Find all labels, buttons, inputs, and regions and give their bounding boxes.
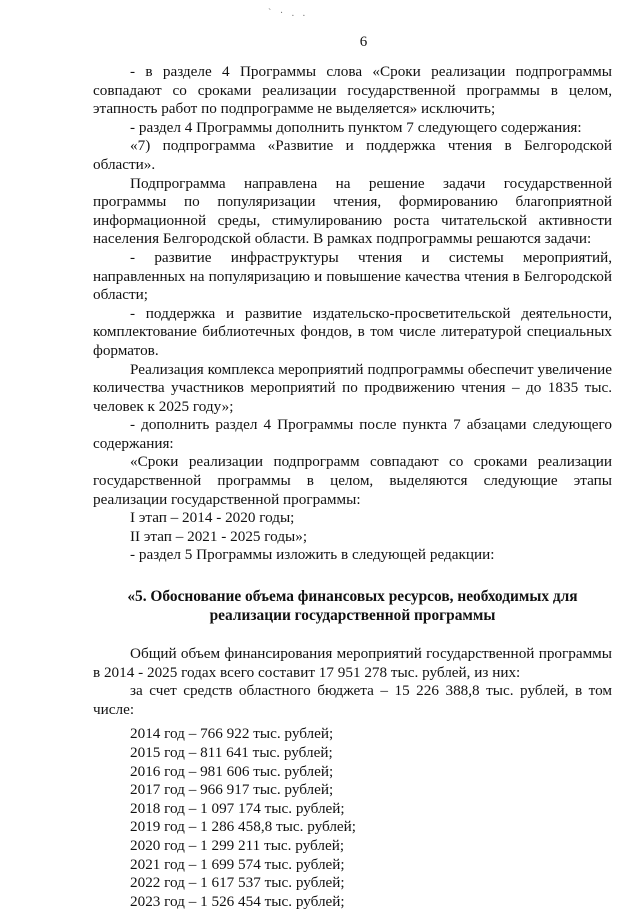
paragraph: Реализация комплекса мероприятий подпрограммы обеспечит увеличение количества участников мероприятий по продвижению чтения – до 1835 тыс. человек к 2025 году»; — [93, 360, 612, 415]
paragraph: Подпрограмма направлена на решение задачи государственной программы по популяризации чтения, формированию благоприятной информационной среды, стимулированию роста читательской активности населения Белгородской области. В рамках подпрограммы решаются задачи: — [93, 174, 612, 248]
list-item: 2022 год – 1 617 537 тыс. рублей; — [130, 874, 345, 892]
paragraph: - раздел 5 Программы изложить в следующей редакции: — [130, 546, 495, 564]
paragraph: за счет средств областного бюджета – 15 226 388,8 тыс. рублей, в том числе: — [93, 682, 612, 718]
paragraph: - поддержка и развитие издательско-просветительской деятельности, комплектование библиотечных фондов, в том числе литературой специальных форматов. — [93, 304, 612, 359]
paragraph: I этап – 2014 - 2020 годы; — [130, 509, 295, 527]
section-heading-line: «5. Обоснование объема финансовых ресурсов, необходимых для — [127, 588, 578, 606]
paragraph: - раздел 4 Программы дополнить пунктом 7 следующего содержания: — [130, 118, 582, 136]
section-heading — [93, 587, 612, 625]
list-item: 2023 год – 1 526 454 тыс. рублей; — [130, 892, 345, 910]
paragraph: «Сроки реализации подпрограмм совпадают со сроками реализации государственной программы в целом, выделяются следующие этапы реализации государственной программы: — [93, 453, 612, 508]
list-item: 2017 год – 966 917 тыс. рублей; — [130, 781, 334, 799]
paragraph: «7) подпрограмма «Развитие и поддержка чтения в Белгородской области». — [93, 137, 612, 173]
section-heading-line: реализации государственной программы — [209, 607, 496, 625]
yearly-funding-list — [93, 725, 612, 911]
list-item: 2014 год – 766 922 тыс. рублей; — [130, 725, 334, 743]
paragraph: - в разделе 4 Программы слова «Сроки реализации подпрограммы совпадают со сроками реализации государственной программы в целом, этапность работ по подпрограмме не выделяется» исключить; — [93, 63, 612, 118]
list-item: 2016 год – 981 606 тыс. рублей; — [130, 762, 334, 780]
list-item: 2021 год – 1 699 574 тыс. рублей; — [130, 855, 345, 873]
paragraph: Общий объем финансирования мероприятий государственной программы в 2014 - 2025 годах всего составит 17 951 278 тыс. рублей, из них: — [93, 645, 612, 681]
paragraph: - развитие инфраструктуры чтения и системы мероприятий, направленных на популяризацию и повышение качества чтения в Белгородской области; — [93, 248, 612, 304]
list-item: 2018 год – 1 097 174 тыс. рублей; — [130, 799, 345, 817]
page-number: 6 — [359, 34, 368, 50]
scan-marks: ` · . . — [268, 8, 309, 19]
paragraph: II этап – 2021 - 2025 годы»; — [130, 527, 308, 545]
list-item: 2015 год – 811 641 тыс. рублей; — [130, 744, 333, 761]
paragraph: - дополнить раздел 4 Программы после пункта 7 абзацами следующего содержания: — [93, 416, 612, 452]
list-item: 2020 год – 1 299 211 тыс. рублей; — [130, 836, 345, 854]
list-item: 2019 год – 1 286 458,8 тыс. рублей; — [130, 818, 357, 836]
